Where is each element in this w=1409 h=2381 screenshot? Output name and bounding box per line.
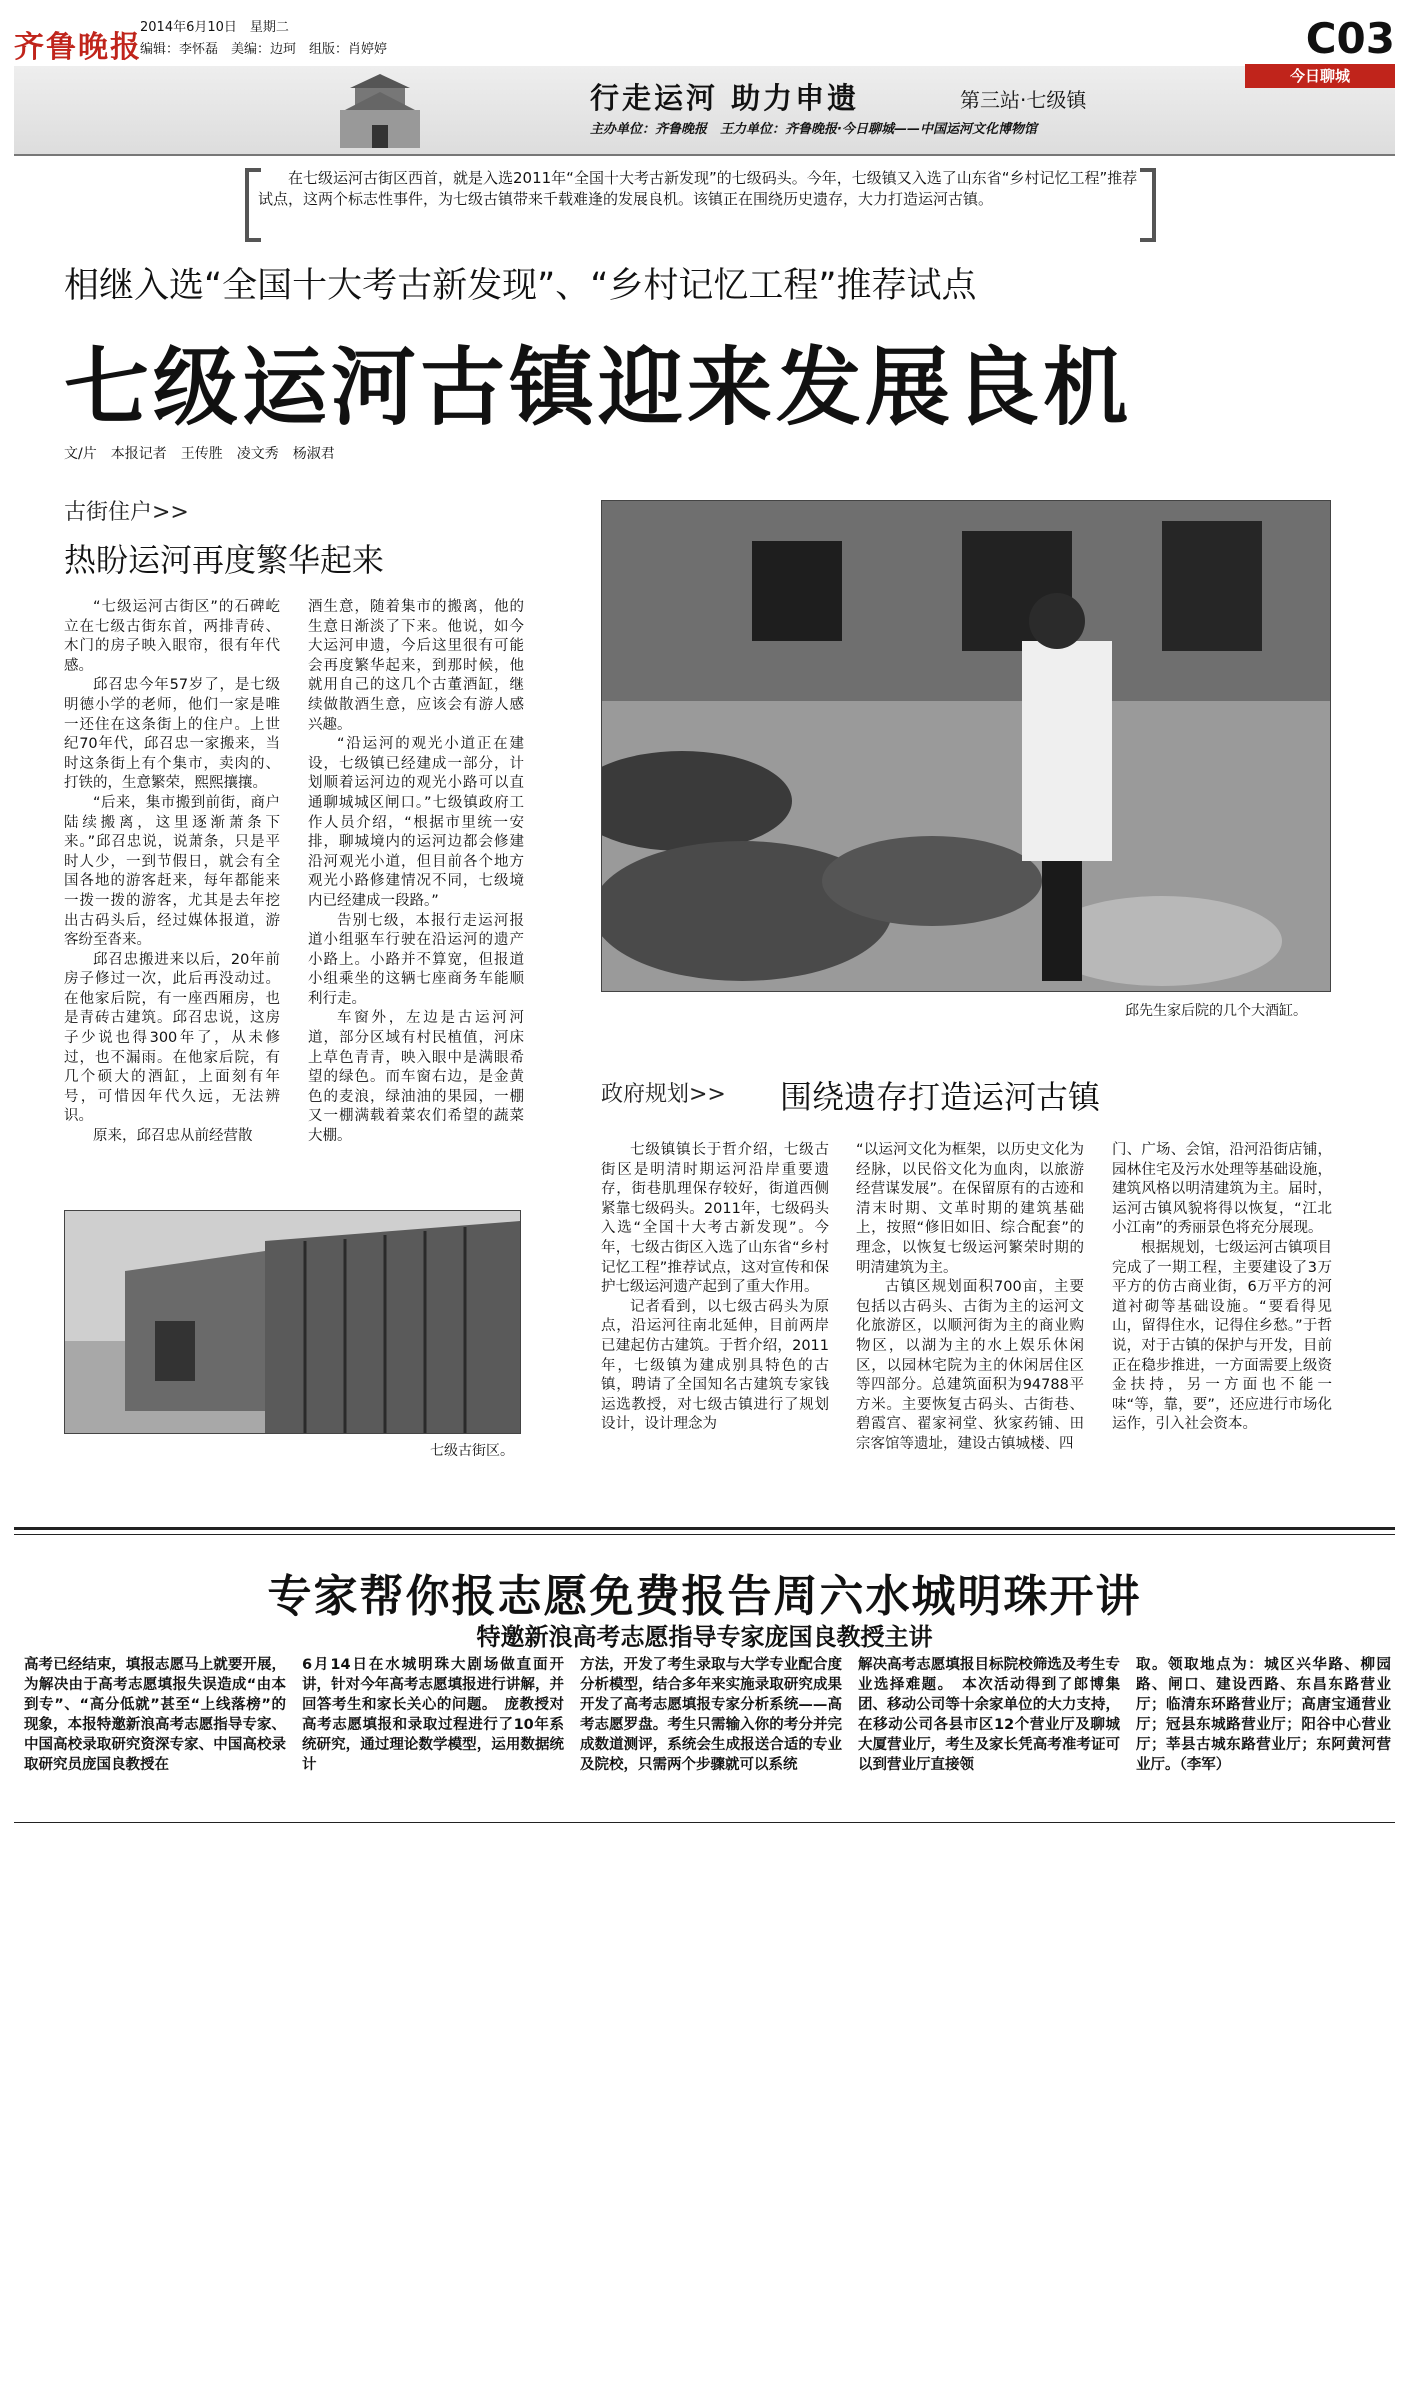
- section1-column-2: [308, 598, 524, 1147]
- section-tag: 今日聊城: [1245, 64, 1395, 88]
- date-line: 2014年6月10日 星期二: [140, 20, 289, 35]
- ad-bottom-divider: [14, 1822, 1395, 1823]
- paragraph: 告别七级，本报行走运河报道小组驱车行驶在沿运河的遗产小路上。小路并不算宽，但报道小组乘坐的这辆七座商务车能顺利行走。: [308, 912, 524, 1007]
- ad-subheadline: 特邀新浪高考志愿指导专家庞国良教授主讲: [476, 1623, 933, 1651]
- tower-illustration: [330, 70, 430, 148]
- paragraph: 邱召忠今年57岁了，是七级明德小学的老师，他们一家是唯一还住在这条街上的住户。上世纪70年代，邱召忠一家搬来，当时这条街上有个集市，卖肉的、打铁的，生意繁荣，熙熙攘攘。: [64, 677, 280, 792]
- old-street-image: [65, 1211, 520, 1433]
- ad-column-3: 方法，开发了考生录取与大学专业配合度分析模型，结合多年来实施录取研究成果开发了高考志愿填报专家分析系统——高考志愿罗盘。考生只需输入你的考分并完成数道测评，系统会生成报送合适的专业及院校，只需两个步骤就可以系统: [580, 1657, 842, 1773]
- section1-heading: 热盼运河再度繁华起来: [64, 541, 385, 579]
- paragraph: 门、广场、会馆，沿河沿街店铺，园林住宅及污水处理等基础设施，建筑风格以明清建筑为主。届时，运河古镇风貌将得以恢复，“江北小江南”的秀丽景色将充分展现。: [1112, 1142, 1332, 1237]
- wine-jar-caption: 邱先生家后院的几个大酒缸。: [1125, 1003, 1307, 1019]
- series-sponsors: 主办单位：齐鲁晚报 王力单位：齐鲁晚报·今日聊城——中国运河文化博物馆: [590, 122, 1037, 137]
- paragraph: 记者看到，以七级古码头为原点，沿运河往南北延伸，目前两岸已建起仿古建筑。于哲介绍，2011年，七级镇为建成别具特色的古镇，聘请了全国知名古建筑专家钱运选教授，对七级古镇进行了规划设计，设计理念为: [601, 1298, 829, 1433]
- ad-column-2: 6月14日在水城明珠大剧场做直面开讲，针对今年高考志愿填报进行讲解，并回答考生和家长关心的问题。 庞教授对高考志愿填报和录取过程进行了10年系统研究，通过理论数学模型，运用数据统计: [302, 1657, 564, 1773]
- ad-column-5: 取。领取地点为：城区兴华路、柳园路、闸口、建设西路、东昌东路营业厅；临清东环路营业厅；高唐宝通营业厅；冠县东城路营业厅；阳谷中心营业厅；莘县古城东路营业厅；东阿黄河营业厅。（李军）: [1136, 1657, 1391, 1773]
- ad-headline: 专家帮你报志愿免费报告周六水城明珠开讲: [267, 1571, 1142, 1622]
- section1-label: 古街住户>>: [64, 500, 189, 525]
- section2-column-2: [856, 1141, 1084, 1455]
- paragraph: 邱召忠搬进来以后，20年前房子修过一次，此后再没动过。在他家后院，有一座西厢房，也是青砖古建筑。邱召忠说，这房子少说也得300年了，从未修过，也不漏雨。在他家后院，有几个硕大的酒缸，上面刻有年号，可惜因年代久远，无法辨识。: [64, 951, 280, 1125]
- paragraph: “沿运河的观光小道正在建设，七级镇已经建成一部分，计划顺着运河边的观光小路可以直通聊城城区闸口。”七级镇政府工作人员介绍，“根据市里统一安排，聊城境内的运河边都会修建沿河观光小道，但目前各个地方观光小路修建情况不同，七级境内已经建成一段路。”: [308, 736, 524, 909]
- ad-top-divider-thin: [14, 1534, 1395, 1535]
- editors-line: 编辑：李怀磊 美编：边珂 组版：肖婷婷: [140, 42, 388, 57]
- paragraph: “后来，集市搬到前街，商户陆续搬离，这里逐渐萧条下来。”邱召忠说，说萧条，只是平时人少，一到节假日，就会有全国各地的游客赶来，每年都能来一拨一拨的游客，尤其是去年挖出古码头后，经过媒体报道，游客纷至沓来。: [64, 794, 280, 949]
- paragraph: 原来，邱召忠从前经营散: [93, 1128, 253, 1145]
- ad-top-divider: [14, 1527, 1395, 1530]
- paragraph: “七级运河古街区”的石碑屹立在七级古街东首，两排青砖、木门的房子映入眼帘，很有年代感。: [64, 599, 280, 674]
- old-street-caption: 七级古街区。: [430, 1443, 514, 1459]
- main-headline: 七级运河古镇迎来发展良机: [64, 339, 1133, 438]
- kicker-headline: 相继入选“全国十大考古新发现”、“乡村记忆工程”推荐试点: [64, 266, 977, 306]
- paragraph: “以运河文化为框架，以历史文化为经脉，以民俗文化为血肉，以旅游经营谋发展”。在保留原有的古迹和清末时期、文革时期的建筑基础上，按照“修旧如旧、综合配套”的理念，以恢复七级运河繁荣时期的明清建筑为主。: [856, 1142, 1084, 1276]
- series-title: 行走运河 助力申遗: [590, 81, 860, 115]
- paragraph: 古镇区规划面积700亩，主要包括以古码头、古街为主的运河文化旅游区，以顺河街为主的商业购物区，以湖为主的水上娱乐休闲区，以园林宅院为主的休闲居住区等四部分。总建筑面积为94788平方米。主要恢复古码头、古街巷、碧霞宫、翟家祠堂、狄家药铺、田宗客馆等遗址，建设古镇城楼、四: [856, 1279, 1084, 1452]
- ad-column-4: 解决高考志愿填报目标院校筛选及考生专业选择难题。 本次活动得到了郎博集团、移动公司等十余家单位的大力支持，在移动公司各县市区12个营业厅及聊城大厦营业厅，考生及家长凭高考准考证可以到营业厅直接领: [858, 1657, 1120, 1773]
- paragraph: 根据规划，七级运河古镇项目完成了一期工程，主要建设了3万平方的仿古商业街，6万平方的河道衬砌等基础设施。“要看得见山，留得住水，记得住乡愁。”于哲说，对于古镇的保护与开发，目前正在稳步推进，一方面需要上级资金扶持，另一方面也不能一味“等，靠，要”，还应进行市场化运作，引入社会资本。: [1112, 1239, 1332, 1433]
- paragraph: 车窗外，左边是古运河河道，部分区域有村民植值，河床上草色青青，映入眼中是满眼希望的绿色。而车窗右边，是金黄色的麦浪，绿油油的果园，一棚又一棚满载着菜农们希望的蔬菜大棚。: [308, 1010, 524, 1145]
- wine-jar-image: [602, 501, 1330, 991]
- section2-column-3: [1112, 1141, 1332, 1435]
- paragraph: 七级镇镇长于哲介绍，七级古街区是明清时期运河沿岸重要遗存，街巷肌理保存较好，街道西侧紧靠七级码头。2011年，七级码头入选“全国十大考古新发现”。今年，七级古街区入选了山东省“乡村记忆工程”推荐试点，这对宣传和保护七级运河遗产起到了重大作用。: [601, 1142, 829, 1296]
- paragraph: 酒生意，随着集市的搬离，他的生意日渐淡了下来。他说，如今大运河申遗，今后这里很有可能会再度繁华起来，到那时候，他就用自己的这几个古董酒缸，继续做散酒生意，应该会有游人感兴趣。: [308, 599, 524, 733]
- intro-paragraph: 在七级运河古街区西首，就是入选2011年“全国十大考古新发现”的七级码头。今年，七级镇又入选了山东省“乡村记忆工程”推荐试点，这两个标志性事件，为七级古镇带来千载难逢的发展良机。该镇正在围绕历史遗存，大力打造运河古镇。: [258, 169, 1138, 208]
- newspaper-name: 齐鲁晚报: [14, 30, 142, 65]
- page-number: C03: [1305, 14, 1395, 63]
- old-street-photo: [64, 1210, 521, 1434]
- ad-column-1: 高考已经结束，填报志愿马上就要开展，为解决由于高考志愿填报失误造成“由本到专”、“高分低就”甚至“上线落榜”的现象，本报特邀新浪高考志愿指导专家、中国高校录取研究资深专家、中国高校录取研究员庞国良教授在: [24, 1657, 286, 1773]
- section2-column-1: [601, 1141, 829, 1435]
- section2-label: 政府规划>>: [601, 1082, 726, 1107]
- section1-column-1: [64, 598, 280, 1147]
- wine-jar-photo: [601, 500, 1331, 992]
- series-subtitle: 第三站·七级镇: [960, 88, 1087, 112]
- intro-bracket-right: [1140, 168, 1156, 242]
- section2-heading: 围绕遗存打造运河古镇: [780, 1078, 1101, 1116]
- byline: 文/片 本报记者 王传胜 凌文秀 杨淑君: [64, 446, 335, 462]
